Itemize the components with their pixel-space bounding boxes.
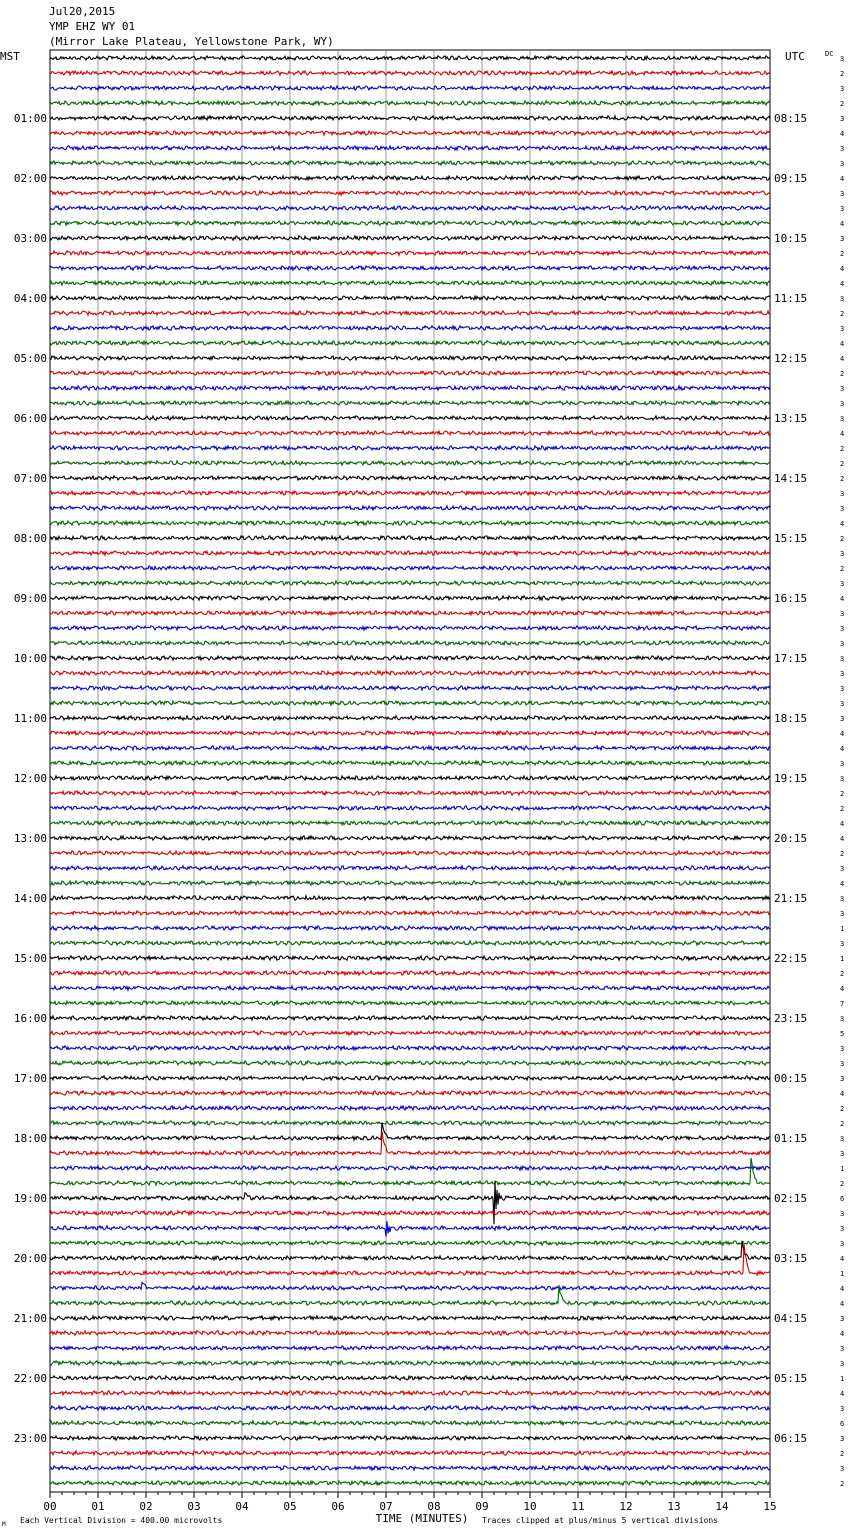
seismic-trace — [50, 101, 770, 105]
utc-hour-label: 11:15 — [774, 292, 808, 305]
x-tick-label: 00 — [43, 1500, 57, 1513]
dc-offset-value: 4 — [840, 730, 845, 738]
utc-hour-label: 16:15 — [774, 592, 808, 605]
seismic-trace — [50, 371, 770, 375]
seismic-trace — [50, 551, 770, 555]
seismic-trace — [50, 1361, 770, 1365]
utc-hour-label: 15:15 — [774, 532, 808, 545]
seismic-trace — [50, 191, 770, 195]
dc-offset-value: 3 — [840, 1405, 845, 1413]
seismic-trace — [50, 776, 770, 780]
mst-hour-label: 15:00 — [13, 952, 47, 965]
dc-offset-value: 3 — [840, 505, 845, 513]
utc-hour-label: 06:15 — [774, 1432, 808, 1445]
seismic-trace — [50, 1166, 770, 1170]
seismic-trace — [50, 401, 770, 405]
dc-offset-value: 4 — [840, 985, 845, 993]
corner-mark: M — [2, 1521, 6, 1528]
dc-offset-value: 2 — [840, 1180, 845, 1188]
seismic-trace — [50, 281, 770, 285]
dc-offset-value: 3 — [840, 1075, 845, 1083]
dc-offset-value: 2 — [840, 460, 845, 468]
x-tick-label: 12 — [619, 1500, 633, 1513]
dc-offset-value: 3 — [840, 895, 845, 903]
seismic-trace — [50, 161, 770, 165]
x-tick-label: 05 — [283, 1500, 297, 1513]
dc-offset-value: 4 — [840, 1330, 845, 1338]
dc-offset-value: 3 — [840, 685, 845, 693]
seismic-trace — [50, 881, 770, 885]
dc-offset-value: 3 — [840, 1465, 845, 1473]
mst-hour-label: 16:00 — [13, 1012, 47, 1025]
seismic-trace — [50, 1331, 770, 1335]
seismic-trace — [50, 851, 770, 855]
seismic-trace — [50, 116, 770, 120]
seismic-trace — [50, 356, 770, 360]
dc-offset-value: 3 — [840, 715, 845, 723]
mst-hour-label: 06:00 — [13, 412, 47, 425]
plot-frame — [50, 50, 770, 1492]
x-tick-label: 13 — [667, 1500, 681, 1513]
dc-offset-value: 3 — [840, 700, 845, 708]
seismic-trace — [50, 1436, 770, 1440]
seismic-trace — [50, 1316, 770, 1320]
header-station: YMP EHZ WY 01 — [49, 20, 136, 33]
dc-offset-value: 2 — [840, 70, 845, 78]
dc-offset-value: 2 — [840, 535, 845, 543]
dc-offset-value: 3 — [840, 1360, 845, 1368]
dc-offset-value: 3 — [840, 1045, 845, 1053]
seismic-trace — [50, 236, 770, 240]
mst-hour-label: 18:00 — [13, 1132, 47, 1145]
seismic-trace — [50, 266, 770, 270]
dc-offset-value: 2 — [840, 805, 845, 813]
x-tick-label: 04 — [235, 1500, 249, 1513]
mst-hour-label: 04:00 — [13, 292, 47, 305]
utc-hour-label: 05:15 — [774, 1372, 808, 1385]
seismic-trace — [50, 1131, 770, 1155]
mst-hour-label: 08:00 — [13, 532, 47, 545]
dc-offset-value: 4 — [840, 175, 845, 183]
dc-offset-value: 1 — [840, 1270, 845, 1278]
seismic-trace — [50, 656, 770, 660]
dc-offset-value: 3 — [840, 865, 845, 873]
seismic-trace — [50, 581, 770, 585]
dc-offset-value: 6 — [840, 1195, 845, 1203]
seismic-trace — [50, 1076, 770, 1080]
seismic-trace — [50, 1421, 770, 1425]
mst-hour-label: 01:00 — [13, 112, 47, 125]
dc-offset-value: 3 — [840, 145, 845, 153]
dc-offset-value: 4 — [840, 340, 845, 348]
dc-offset-value: 4 — [840, 820, 845, 828]
seismic-trace — [50, 446, 770, 450]
mst-hour-label: 23:00 — [13, 1432, 47, 1445]
dc-offset-value: 3 — [840, 235, 845, 243]
mst-hour-label: 17:00 — [13, 1072, 47, 1085]
dc-offset-value: 4 — [840, 1090, 845, 1098]
seismic-trace — [50, 1001, 770, 1005]
x-tick-label: 11 — [571, 1500, 585, 1513]
seismic-trace — [50, 416, 770, 420]
seismic-trace — [50, 1061, 770, 1065]
utc-hour-label: 10:15 — [774, 232, 808, 245]
seismic-trace — [50, 1106, 770, 1110]
seismic-trace — [50, 896, 770, 900]
dc-offset-value: 3 — [840, 415, 845, 423]
x-tick-label: 08 — [427, 1500, 441, 1513]
mst-hour-label: 19:00 — [13, 1192, 47, 1205]
dc-offset-value: 2 — [840, 475, 845, 483]
dc-offset-value: 2 — [840, 310, 845, 318]
dc-offset-value: 4 — [840, 880, 845, 888]
seismic-trace — [50, 521, 770, 525]
dc-offset-value: 3 — [840, 85, 845, 93]
dc-offset-value: 3 — [840, 550, 845, 558]
utc-hour-label: 22:15 — [774, 952, 808, 965]
seismic-trace — [50, 86, 770, 90]
seismic-trace — [50, 1016, 770, 1020]
dc-offset-value: 2 — [840, 850, 845, 858]
x-tick-label: 10 — [523, 1500, 537, 1513]
seismic-trace — [50, 1123, 770, 1141]
seismic-trace — [50, 1241, 770, 1245]
dc-offset-value: 1 — [840, 1165, 845, 1173]
seismic-trace — [50, 326, 770, 330]
mst-hour-label: 05:00 — [13, 352, 47, 365]
seismic-trace — [50, 431, 770, 435]
dc-offset-value: 4 — [840, 280, 845, 288]
dc-offset-value: 3 — [840, 655, 845, 663]
seismic-trace — [50, 221, 770, 225]
seismic-trace — [50, 806, 770, 810]
x-tick-label: 03 — [187, 1500, 201, 1513]
dc-offset-value: 3 — [840, 1015, 845, 1023]
dc-offset-value: 3 — [840, 1435, 845, 1443]
dc-offset-value: 3 — [840, 610, 845, 618]
mst-hour-label: 10:00 — [13, 652, 47, 665]
seismic-trace — [50, 1283, 770, 1291]
dc-offset-value: 3 — [840, 1225, 845, 1233]
dc-offset-value: 2 — [840, 1120, 845, 1128]
dc-offset-value: 4 — [840, 430, 845, 438]
seismic-trace — [50, 791, 770, 795]
seismic-trace — [50, 761, 770, 765]
utc-hour-label: 17:15 — [774, 652, 808, 665]
x-tick-label: 07 — [379, 1500, 393, 1513]
dc-offset-value: 4 — [840, 1300, 845, 1308]
utc-hour-label: 00:15 — [774, 1072, 808, 1085]
mst-hour-label: 14:00 — [13, 892, 47, 905]
dc-offset-value: 3 — [840, 190, 845, 198]
dc-label: DC — [825, 50, 834, 58]
seismic-trace — [50, 1031, 770, 1035]
utc-hour-label: 23:15 — [774, 1012, 808, 1025]
dc-offset-value: 2 — [840, 1105, 845, 1113]
utc-hour-label: 18:15 — [774, 712, 808, 725]
seismic-trace — [50, 461, 770, 465]
seismic-trace — [50, 1181, 770, 1224]
utc-hour-label: 03:15 — [774, 1252, 808, 1265]
utc-hour-label: 20:15 — [774, 832, 808, 845]
mst-label: MST — [0, 50, 20, 63]
mst-hour-label: 02:00 — [13, 172, 47, 185]
seismic-trace — [50, 641, 770, 645]
scale-note: Each Vertical Division = 400.00 microvolts — [20, 1516, 223, 1525]
header-location: (Mirror Lake Plateau, Yellowstone Park, WY) — [49, 35, 334, 48]
seismic-trace — [50, 296, 770, 300]
seismic-trace — [50, 956, 770, 960]
seismic-trace — [50, 386, 770, 390]
seismic-trace — [50, 251, 770, 255]
dc-offset-value: 3 — [840, 760, 845, 768]
dc-offset-value: 6 — [840, 1420, 845, 1428]
seismic-trace — [50, 176, 770, 180]
seismic-trace — [50, 506, 770, 510]
dc-offset-value: 3 — [840, 160, 845, 168]
dc-offset-value: 3 — [840, 670, 845, 678]
dc-offset-value: 1 — [840, 925, 845, 933]
dc-offset-value: 2 — [840, 445, 845, 453]
utc-hour-label: 01:15 — [774, 1132, 808, 1145]
x-tick-label: 02 — [139, 1500, 153, 1513]
seismic-trace — [50, 71, 770, 75]
dc-offset-value: 3 — [840, 400, 845, 408]
mst-hour-label: 07:00 — [13, 472, 47, 485]
seismic-trace — [50, 971, 770, 975]
dc-offset-value: 4 — [840, 595, 845, 603]
dc-offset-value: 3 — [840, 1315, 845, 1323]
dc-offset-value: 4 — [840, 1390, 845, 1398]
seismic-trace — [50, 1406, 770, 1410]
x-tick-label: 14 — [715, 1500, 729, 1513]
dc-offset-value: 3 — [840, 775, 845, 783]
dc-offset-value: 3 — [840, 1345, 845, 1353]
dc-offset-value: 4 — [840, 355, 845, 363]
seismic-trace — [50, 311, 770, 315]
dc-offset-value: 4 — [840, 1255, 845, 1263]
dc-offset-value: 3 — [840, 940, 845, 948]
dc-offset-value: 2 — [840, 1450, 845, 1458]
seismic-trace — [50, 491, 770, 495]
seismic-trace — [50, 941, 770, 945]
dc-offset-value: 3 — [840, 385, 845, 393]
seismic-trace — [50, 1158, 770, 1185]
header-date: Jul20,2015 — [49, 5, 116, 18]
seismic-trace — [50, 1221, 770, 1236]
dc-offset-value: 4 — [840, 220, 845, 228]
dc-offset-value: 3 — [840, 1060, 845, 1068]
dc-offset-value: 3 — [840, 1240, 845, 1248]
seismic-trace — [50, 611, 770, 615]
seismic-trace — [50, 671, 770, 675]
mst-hour-label: 09:00 — [13, 592, 47, 605]
seismic-trace — [50, 731, 770, 735]
mst-hour-label: 03:00 — [13, 232, 47, 245]
x-axis-title: TIME (MINUTES) — [375, 1512, 469, 1525]
dc-offset-value: 4 — [840, 745, 845, 753]
mst-hour-label: 22:00 — [13, 1372, 47, 1385]
dc-offset-value: 3 — [840, 295, 845, 303]
dc-offset-value: 4 — [840, 1285, 845, 1293]
seismic-trace — [50, 596, 770, 600]
utc-hour-label: 04:15 — [774, 1312, 808, 1325]
dc-offset-value: 3 — [840, 1135, 845, 1143]
seismic-trace — [50, 836, 770, 840]
dc-offset-value: 3 — [840, 55, 845, 63]
seismic-trace — [50, 1376, 770, 1380]
dc-offset-value: 4 — [840, 520, 845, 528]
dc-offset-value: 2 — [840, 250, 845, 258]
seismic-trace — [50, 341, 770, 345]
seismic-trace — [50, 1346, 770, 1350]
dc-offset-value: 3 — [840, 490, 845, 498]
mst-hour-label: 20:00 — [13, 1252, 47, 1265]
seismic-trace — [50, 1466, 770, 1470]
dc-offset-value: 1 — [840, 1375, 845, 1383]
dc-offset-value: 3 — [840, 640, 845, 648]
seismic-trace — [50, 1391, 770, 1395]
seismic-trace — [50, 1046, 770, 1050]
seismic-trace — [50, 1121, 770, 1125]
seismic-trace — [50, 821, 770, 825]
seismic-trace — [50, 1451, 770, 1455]
utc-hour-label: 14:15 — [774, 472, 808, 485]
dc-offset-value: 3 — [840, 205, 845, 213]
seismic-trace — [50, 746, 770, 750]
seismic-trace — [50, 56, 770, 60]
dc-offset-value: 2 — [840, 565, 845, 573]
utc-hour-label: 21:15 — [774, 892, 808, 905]
dc-offset-value: 2 — [840, 100, 845, 108]
dc-offset-value: 4 — [840, 835, 845, 843]
mst-hour-label: 11:00 — [13, 712, 47, 725]
x-tick-label: 09 — [475, 1500, 489, 1513]
dc-offset-value: 3 — [840, 910, 845, 918]
seismic-trace — [50, 626, 770, 630]
dc-offset-value: 5 — [840, 1030, 845, 1038]
utc-label: UTC — [785, 50, 805, 63]
dc-offset-value: 1 — [840, 955, 845, 963]
dc-offset-value: 4 — [840, 265, 845, 273]
dc-offset-value: 3 — [840, 115, 845, 123]
dc-offset-value: 3 — [840, 1210, 845, 1218]
mst-hour-label: 12:00 — [13, 772, 47, 785]
x-tick-label: 06 — [331, 1500, 345, 1513]
seismic-trace — [50, 131, 770, 135]
seismic-trace — [50, 1481, 770, 1485]
dc-offset-value: 2 — [840, 370, 845, 378]
dc-offset-value: 2 — [840, 1480, 845, 1488]
seismic-trace — [50, 926, 770, 930]
dc-offset-value: 4 — [840, 130, 845, 138]
utc-hour-label: 08:15 — [774, 112, 808, 125]
seismic-trace — [50, 701, 770, 705]
utc-hour-label: 19:15 — [774, 772, 808, 785]
x-tick-label: 01 — [91, 1500, 105, 1513]
seismic-trace — [50, 866, 770, 870]
seismic-trace — [50, 536, 770, 540]
dc-offset-value: 2 — [840, 970, 845, 978]
seismic-trace — [50, 686, 770, 690]
dc-offset-value: 3 — [840, 325, 845, 333]
seismic-trace — [50, 566, 770, 570]
x-tick-label: 15 — [763, 1500, 777, 1513]
seismic-trace — [50, 476, 770, 480]
utc-hour-label: 12:15 — [774, 352, 808, 365]
seismic-trace — [50, 146, 770, 150]
seismic-trace — [50, 206, 770, 210]
dc-offset-value: 7 — [840, 1000, 845, 1008]
dc-offset-value: 3 — [840, 1150, 845, 1158]
seismic-trace — [50, 1211, 770, 1215]
utc-hour-label: 02:15 — [774, 1192, 808, 1205]
utc-hour-label: 13:15 — [774, 412, 808, 425]
seismic-trace — [50, 716, 770, 720]
seismic-trace — [50, 911, 770, 915]
dc-offset-value: 2 — [840, 790, 845, 798]
utc-hour-label: 09:15 — [774, 172, 808, 185]
mst-hour-label: 13:00 — [13, 832, 47, 845]
seismic-trace — [50, 986, 770, 990]
dc-offset-value: 3 — [840, 580, 845, 588]
dc-offset-value: 3 — [840, 625, 845, 633]
clip-note: Traces clipped at plus/minus 5 vertical divisions — [482, 1516, 719, 1525]
mst-hour-label: 21:00 — [13, 1312, 47, 1325]
seismic-trace — [50, 1091, 770, 1095]
